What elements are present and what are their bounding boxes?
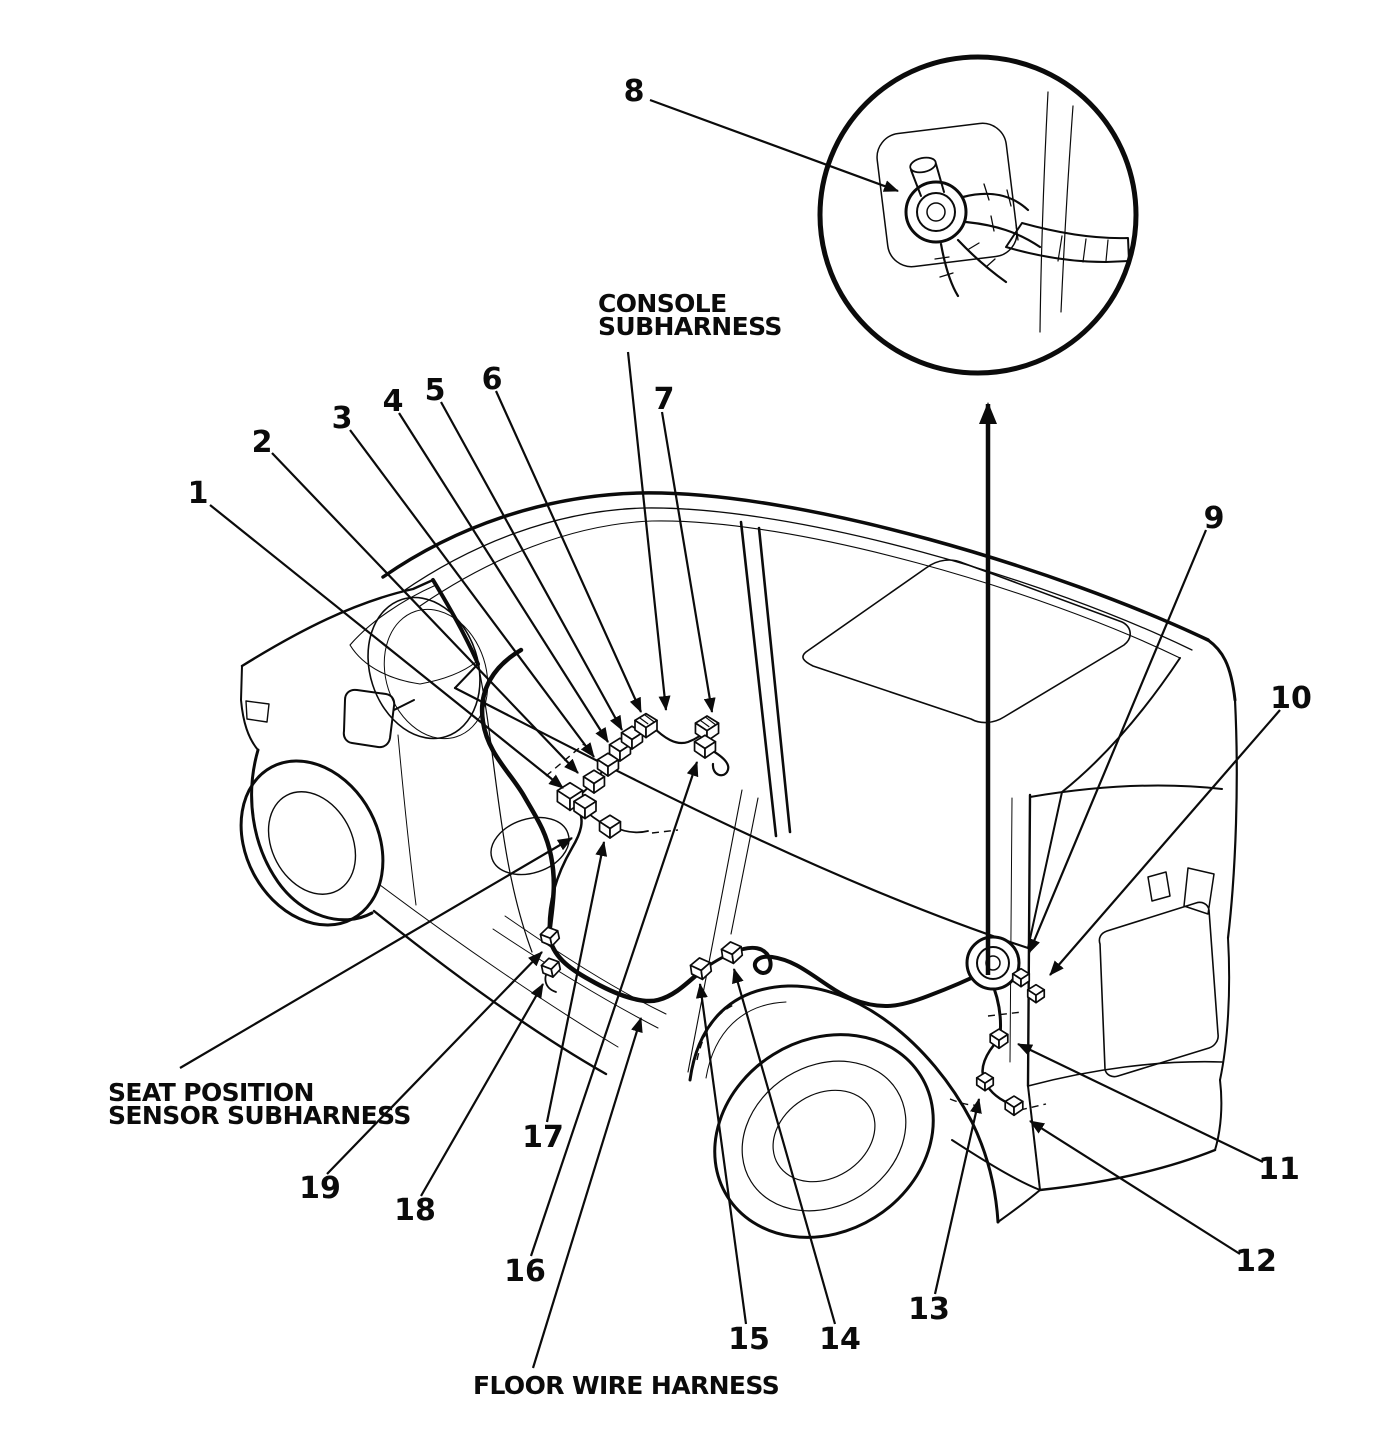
callout-8: 8 xyxy=(623,74,645,109)
detail-inset-circle xyxy=(820,57,1136,373)
leader-line-2 xyxy=(272,453,578,773)
grommet-nipple xyxy=(909,155,937,174)
callout-15: 15 xyxy=(728,1322,770,1357)
connector-cube xyxy=(1028,985,1045,1003)
leader-line-10 xyxy=(1050,710,1280,975)
connector-cube xyxy=(695,735,716,758)
leader-line-13 xyxy=(935,1099,979,1294)
leader-line-6 xyxy=(496,391,641,712)
label-seat-position-line1: SEAT POSITION xyxy=(108,1078,314,1107)
tailgate-handle xyxy=(1184,868,1214,914)
callout-9: 9 xyxy=(1203,501,1225,536)
callout-5: 5 xyxy=(424,373,446,408)
side-mirror xyxy=(344,690,394,747)
vehicle-outline xyxy=(213,493,1236,1278)
harness-trunk xyxy=(1006,223,1129,262)
grommet xyxy=(967,937,1019,989)
leader-line-19 xyxy=(327,952,542,1174)
callout-labels xyxy=(188,74,1312,1357)
leader-line-11 xyxy=(1018,1044,1263,1162)
callout-3: 3 xyxy=(331,401,353,436)
floor-wire-harness-routing xyxy=(482,650,1013,1105)
callout-2: 2 xyxy=(251,425,273,460)
headlight xyxy=(246,701,269,722)
hidden-lines xyxy=(546,744,1046,1110)
floor-wire-harness-leader xyxy=(533,1018,641,1368)
callout-16: 16 xyxy=(504,1254,546,1289)
leader-line-3 xyxy=(350,430,594,757)
connector-cube xyxy=(721,941,744,965)
grommets xyxy=(906,182,1019,989)
seat-position-leader xyxy=(180,838,572,1068)
leader-line-18 xyxy=(421,984,543,1196)
label-console-subharness-line2: SUBHARNESS xyxy=(598,312,782,341)
leader-line-8 xyxy=(650,100,898,191)
connector-cube xyxy=(977,1073,994,1091)
callout-7: 7 xyxy=(653,382,675,417)
connector-cube xyxy=(539,925,560,947)
callout-14: 14 xyxy=(819,1322,861,1357)
callout-6: 6 xyxy=(481,362,503,397)
connector-cubes xyxy=(539,714,1044,1116)
callout-17: 17 xyxy=(522,1120,564,1155)
callout-19: 19 xyxy=(299,1171,341,1206)
license-plate-recess xyxy=(1099,902,1218,1076)
connector-cube xyxy=(600,815,621,838)
connector-cube xyxy=(540,956,561,978)
harness-name-labels xyxy=(108,289,782,1400)
leader-line-7 xyxy=(662,412,712,712)
seat-base xyxy=(484,808,577,884)
callout-12: 12 xyxy=(1235,1244,1277,1279)
connector-cube xyxy=(1005,1096,1023,1115)
callout-11: 11 xyxy=(1258,1152,1300,1187)
leader-line-14 xyxy=(734,969,835,1324)
connector-cube xyxy=(1013,969,1030,987)
label-floor-wire-harness: FLOOR WIRE HARNESS xyxy=(473,1371,780,1400)
label-seat-position-line2: SENSOR SUBHARNESS xyxy=(108,1101,411,1130)
leader-line-5 xyxy=(441,402,622,730)
tailgate-emblem xyxy=(1148,872,1170,901)
callout-10: 10 xyxy=(1270,681,1312,716)
callout-1: 1 xyxy=(187,476,209,511)
label-console-subharness-line1: CONSOLE xyxy=(598,289,727,318)
detail-inset xyxy=(820,57,1136,373)
callout-4: 4 xyxy=(382,384,404,419)
callout-18: 18 xyxy=(394,1193,436,1228)
leader-line-4 xyxy=(399,413,608,742)
callout-13: 13 xyxy=(908,1292,950,1327)
grommet xyxy=(906,182,966,242)
